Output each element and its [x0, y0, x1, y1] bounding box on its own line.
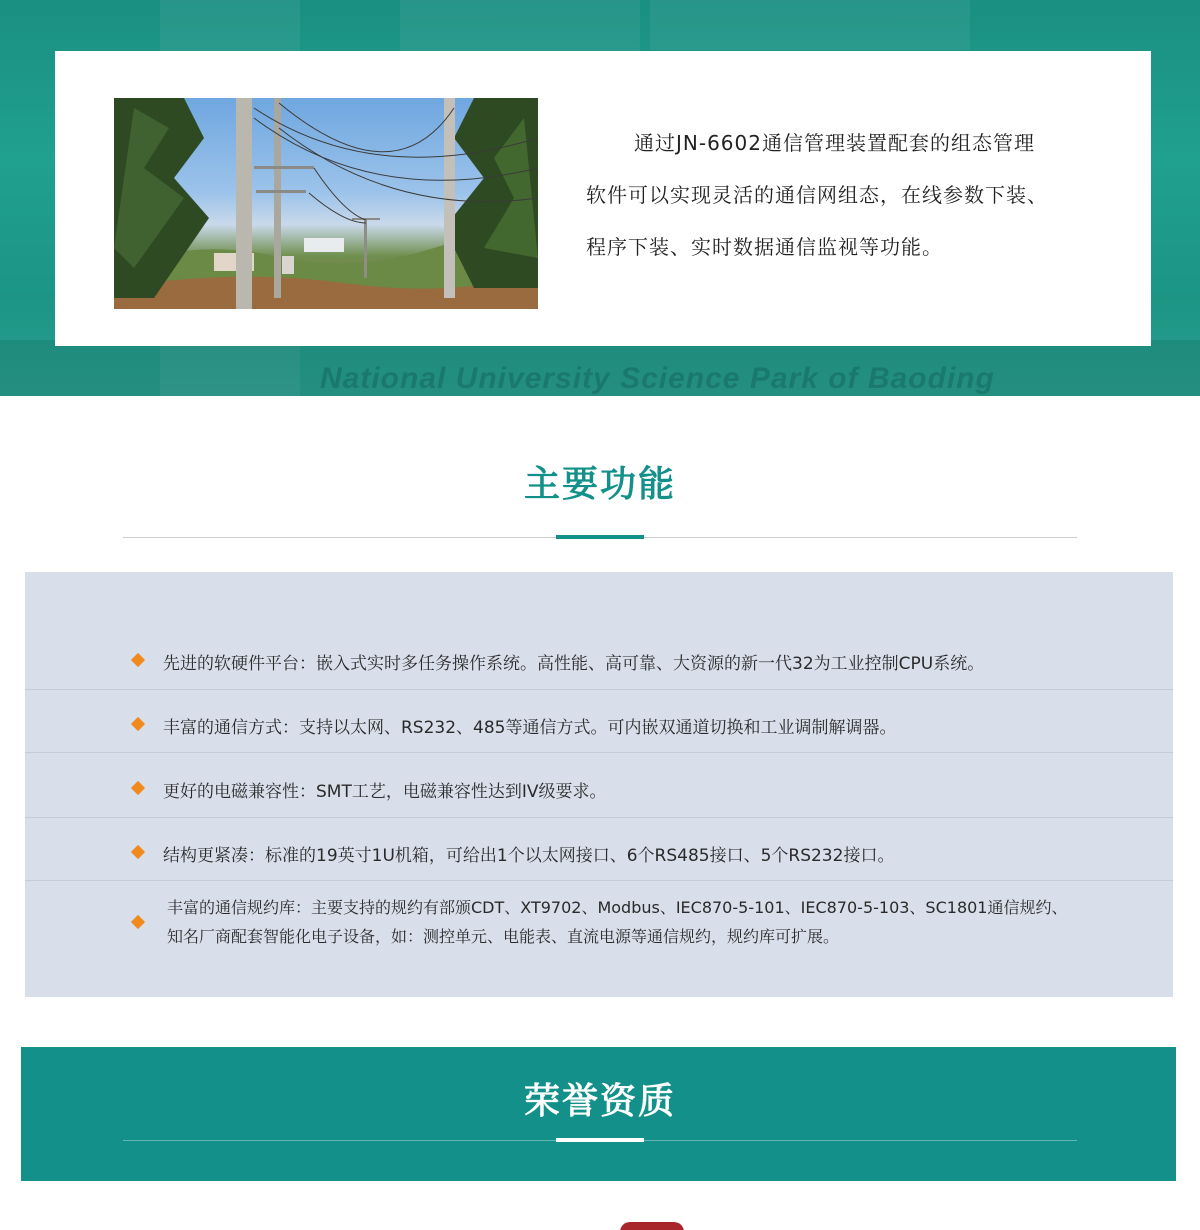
- feature-text-2: 丰富的通信方式：支持以太网、RS232、485等通信方式。可内嵌双通道切换和工业调制解调器。: [163, 718, 897, 738]
- certificate-seal-icon: [620, 1222, 684, 1230]
- intro-line-1-text: 通过JN-6602通信管理装置配套的组态管理: [634, 131, 1035, 155]
- feature-text-5-line-2: 知名厂商配套智能化电子设备，如：测控单元、电能表、直流电源等通信规约，规约库可扩展。: [167, 927, 840, 946]
- intro-line-3: 程序下装、实时数据通信监视等功能。: [586, 235, 943, 259]
- intro-line-2: 软件可以实现灵活的通信网组态，在线参数下装、: [586, 183, 1048, 207]
- intro-paragraph: [586, 117, 1146, 273]
- intro-card: [55, 51, 1151, 346]
- honors-title: 荣誉资质: [523, 1081, 676, 1122]
- section-divider-accent: [556, 535, 644, 539]
- power-line-illustration: [114, 98, 538, 309]
- power-line-photo: [114, 98, 538, 309]
- feature-text-5: [167, 893, 1147, 951]
- hero-banner: [0, 0, 1200, 396]
- main-functions-title: 主要功能: [523, 464, 676, 505]
- intro-line-1: [586, 117, 1146, 169]
- honors-divider-accent: [556, 1138, 644, 1142]
- background-building: [650, 0, 970, 50]
- hero-watermark-text: National University Science Park of Baoding: [320, 362, 995, 395]
- feature-text-4: 结构更紧凑：标准的19英寸1U机箱，可给出1个以太网接口、6个RS485接口、5个RS232接口。: [163, 846, 895, 866]
- feature-text-5-line-1: 丰富的通信规约库：主要支持的规约有部颁CDT、XT9702、Modbus、IEC870-5-101、IEC870-5-103、SC1801通信规约、: [167, 898, 1068, 917]
- feature-text-1: 先进的软硬件平台：嵌入式实时多任务操作系统。高性能、高可靠、大资源的新一代32为工业控制CPU系统。: [163, 654, 985, 674]
- features-list: [25, 572, 1173, 997]
- feature-text-3: 更好的电磁兼容性：SMT工艺，电磁兼容性达到IV级要求。: [163, 782, 607, 802]
